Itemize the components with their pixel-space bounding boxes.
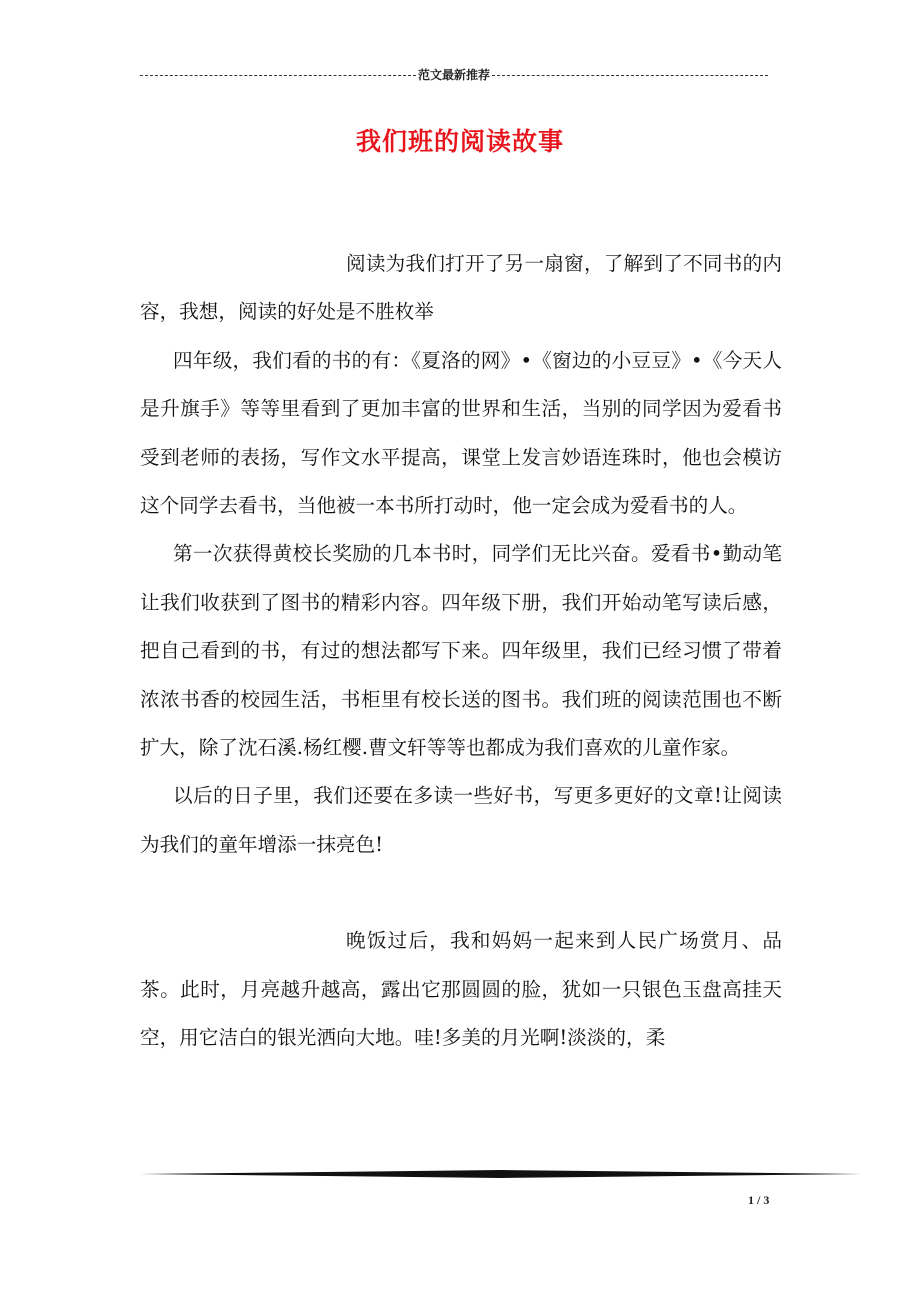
paragraph-intro: 阅读为我们打开了另一扇窗，了解到了不同书的内容，我想，阅读的好处是不胜枚举 <box>140 252 782 324</box>
paragraph-gap <box>140 869 782 917</box>
paragraph-future: 以后的日子里，我们还要在多读一些好书，写更多更好的文章!让阅读为我们的童年增添一抹亮色! <box>140 784 782 856</box>
paragraph-moon: 晚饭过后，我和妈妈一起来到人民广场赏月、品茶。此时，月亮越升越高，露出它那圆圆的脸，犹如一只银色玉盘高挂天空，用它洁白的银光洒向大地。哇!多美的月光啊!淡淡的，柔 <box>140 929 782 1050</box>
page-header <box>140 66 768 84</box>
footer-rule <box>140 1170 862 1178</box>
page-number: 1 / 3 <box>748 1193 770 1207</box>
paragraph-principal-award: 第一次获得黄校长奖励的几本书时，同学们无比兴奋。爱看书•勤动笔让我们收获到了图书的精彩内容。四年级下册，我们开始动笔写读后感，把自己看到的书，有过的想法都写下来。四年级里，我们已经习惯了带着浓浓书香的校园生活，书柜里有校长送的图书。我们班的阅读范围也不断扩大，除了沈石溪.杨红樱.曹文轩等等也都成为我们喜欢的儿童作家。 <box>140 542 782 760</box>
document-body <box>140 240 782 1063</box>
document-title: 我们班的阅读故事 <box>355 127 564 156</box>
header-dash-left <box>140 75 416 76</box>
header-dash-right <box>492 75 768 76</box>
paragraph-grade-four-books: 四年级，我们看的书的有：《夏洛的网》•《窗边的小豆豆》•《今天人是升旗手》等等里看到了更加丰富的世界和生活，当别的同学因为爱看书受到老师的表扬，写作文水平提高，课堂上发言妙语连珠时，他也会模访这个同学去看书，当他被一本书所打动时，他一定会成为爱看书的人。 <box>140 348 782 518</box>
header-label: 范文最新推荐 <box>418 68 491 82</box>
